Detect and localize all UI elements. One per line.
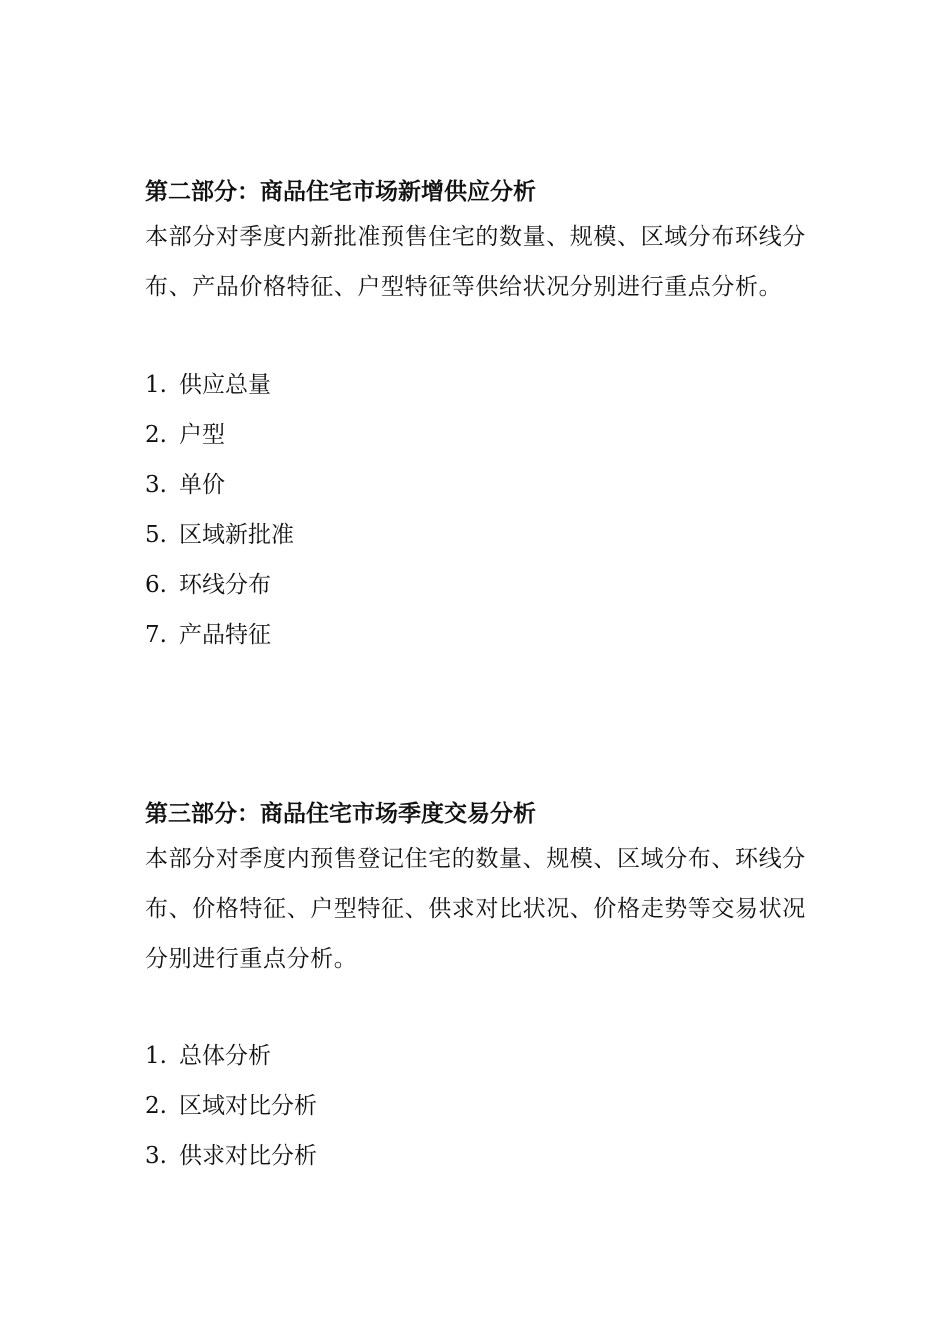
list-item (145, 610, 815, 660)
section-part-two (145, 172, 815, 660)
list-item-number: 2. (145, 422, 167, 448)
list-item (145, 1131, 815, 1181)
list-item-label: 区域新批准 (179, 522, 294, 548)
list-item (145, 460, 815, 510)
list-item (145, 510, 815, 560)
list-item-number: 7. (145, 622, 167, 648)
section-heading: 第三部分：商品住宅市场季度交易分析 (145, 801, 536, 827)
section-list (145, 360, 815, 660)
section-part-three (145, 794, 815, 1181)
section-paragraph: 本部分对季度内新批准预售住宅的数量、规模、区域分布环线分布、产品价格特征、户型特征等供给状况分别进行重点分析。 (145, 224, 806, 300)
list-item-label: 环线分布 (179, 572, 271, 598)
section-list (145, 1031, 815, 1181)
list-item-number: 1. (145, 1043, 167, 1069)
list-item-label: 总体分析 (179, 1043, 271, 1069)
list-item-label: 单价 (179, 472, 225, 498)
list-item-label: 产品特征 (179, 622, 271, 648)
list-item (145, 1031, 815, 1081)
list-item-number: 1. (145, 372, 167, 398)
list-item-label: 户型 (179, 422, 225, 448)
list-item-number: 2. (145, 1093, 167, 1119)
list-item-number: 3. (145, 1143, 167, 1169)
section-paragraph: 本部分对季度内预售登记住宅的数量、规模、区域分布、环线分布、价格特征、户型特征、供求对比状况、价格走势等交易状况分别进行重点分析。 (145, 846, 806, 972)
list-item-label: 供应总量 (179, 372, 271, 398)
list-item (145, 410, 815, 460)
list-item-number: 6. (145, 572, 167, 598)
list-item (145, 1081, 815, 1131)
list-item-number: 3. (145, 472, 167, 498)
list-item (145, 560, 815, 610)
section-heading: 第二部分：商品住宅市场新增供应分析 (145, 179, 536, 205)
list-item-number: 5. (145, 522, 167, 548)
list-item (145, 360, 815, 410)
list-item-label: 供求对比分析 (179, 1143, 317, 1169)
list-item-label: 区域对比分析 (179, 1093, 317, 1119)
